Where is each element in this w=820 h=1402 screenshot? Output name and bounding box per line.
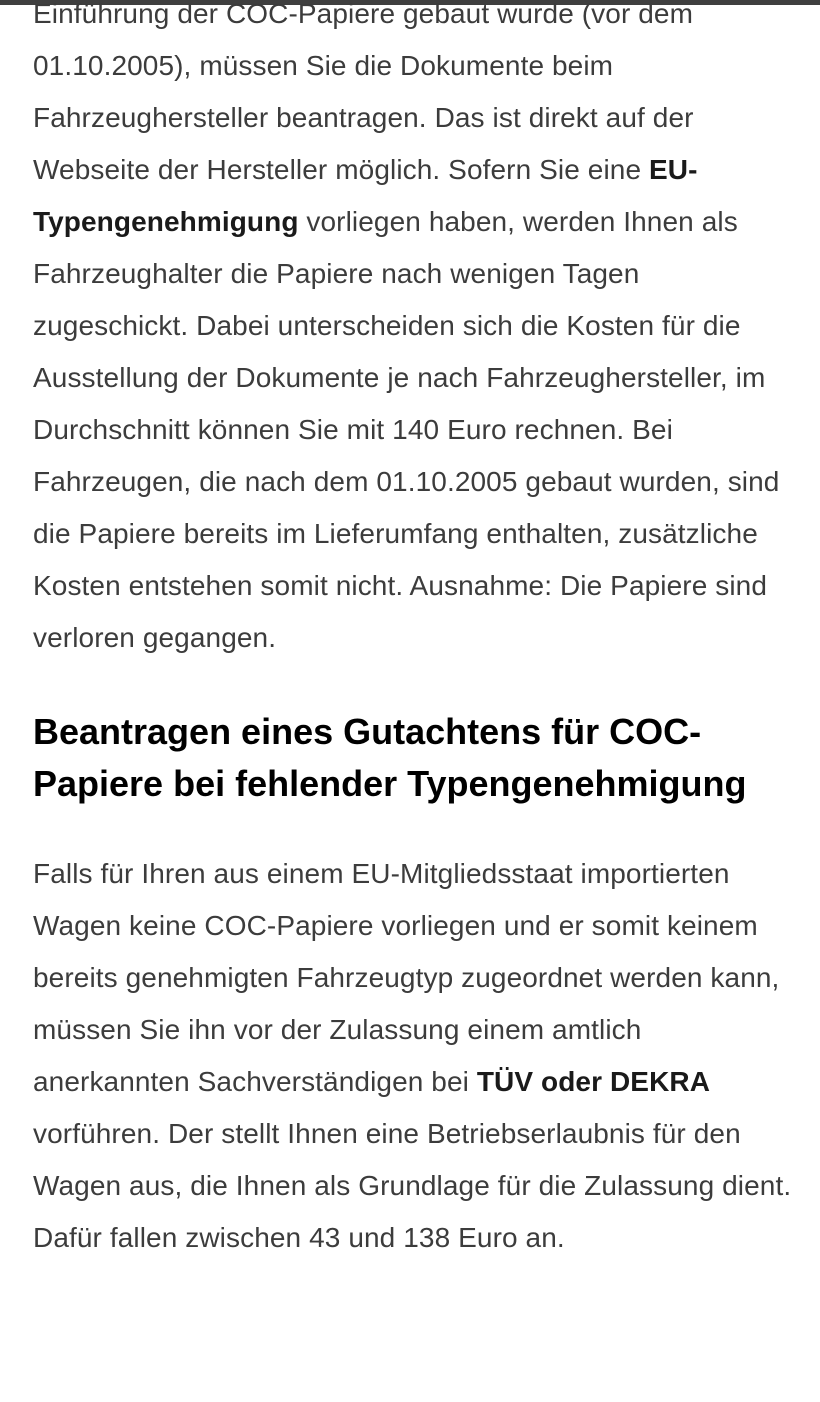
section-heading: Beantragen eines Gutachtens für COC-Papiere bei fehlender Typengenehmigung: [33, 711, 747, 804]
paragraph-text: vorführen. Der stellt Ihnen eine Betriebserlaubnis für den Wagen aus, die Ihnen als Grundlage für die Zulassung dient. Dafür fallen zwischen 43 und 138 Euro an.: [33, 1118, 792, 1253]
article-body: [33, 0, 793, 1264]
paragraph-text: Falls für Ihren aus einem EU-Mitgliedsstaat importierten Wagen keine COC-Papiere vorliegen und er somit keinem bereits genehmigten Fahrzeugtyp zugeordnet werden kann, müssen Sie ihn vor der Zulassung einem amtlich anerkannten Sachverständigen bei: [33, 858, 780, 1097]
paragraph-text: Einführung der COC-Papiere gebaut wurde (vor dem 01.10.2005), müssen Sie die Dokumente beim Fahrzeughersteller beantragen. Das ist direkt auf der Webseite der Hersteller möglich. Sofern Sie eine: [33, 0, 694, 185]
paragraph-coc-manufacturer: [33, 0, 793, 664]
paragraph-expert-report: [33, 848, 793, 1264]
strong-tuev-dekra: TÜV oder DEKRA: [476, 1066, 711, 1097]
paragraph-text: vorliegen haben, werden Ihnen als Fahrzeughalter die Papiere nach wenigen Tagen zugeschickt. Dabei unterscheiden sich die Kosten für die Ausstellung der Dokumente je nach Fahrzeughersteller, im Durchschnitt können Sie mit 140 Euro rechnen. Bei Fahrzeugen, die nach dem 01.10.2005 gebaut wurden, sind die Papiere bereits im Lieferumfang enthalten, zusätzliche Kosten entstehen somit nicht. Ausnahme: Die Papiere sind verloren gegangen.: [33, 206, 780, 653]
strong-eu-type-approval: EU-Typengenehmigung: [33, 154, 698, 237]
